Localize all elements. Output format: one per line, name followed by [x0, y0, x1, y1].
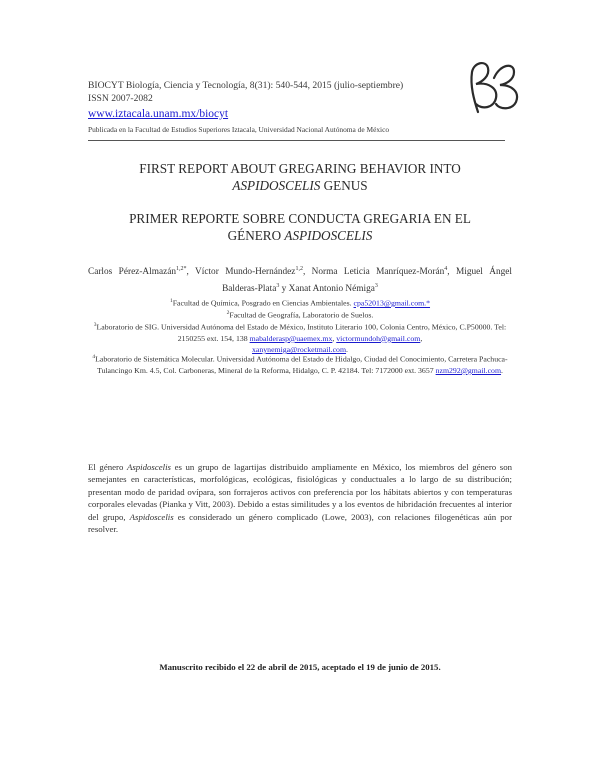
author-name: , Norma Leticia Manríquez-Morán — [302, 267, 445, 278]
manuscript-received-note: Manuscrito recibido el 22 de abril de 2015, aceptado el 19 de junio de 2015. — [159, 662, 441, 672]
title-spanish — [88, 210, 512, 244]
title-english-genus: ASPIDOSCELIS — [232, 178, 321, 193]
author-name: Carlos Pérez-Almazán — [88, 267, 176, 278]
author-affiliation-mark: 3 — [276, 282, 280, 289]
author-affiliation-mark: 1,2* — [175, 266, 187, 272]
abstract-text: El género — [88, 462, 127, 472]
author-affiliation-mark: 4 — [444, 266, 448, 272]
journal-url-link[interactable]: www.iztacala.unam.mx/biocyt — [88, 108, 229, 120]
abstract-paragraph — [88, 461, 512, 535]
title-english-line2 — [88, 177, 512, 194]
affiliation-text: Laboratorio de Sistemática Molecular. Universidad Autónoma del Estado de Hidalgo, Ciudad del Conocimiento, Carretera Pachuca- Tulancingo Km. 4.5, Col. Carboneras, Mineral de la Reforma, Hidalgo, C. P. 42184. Tel: 7172000 ext. 3657 — [95, 354, 508, 375]
affiliation-number: 1 — [169, 298, 173, 304]
header-divider — [88, 140, 505, 141]
abstract-text: es un grupo de lagartijas distribuido ampliamente en México, los miembros del género son semejantes en características, morfológicas, ecológicas, fisiológicas y conductuales a lo largo de su distribución; presentan modo de paridad ovípara, son forrajeros activos con preferencia por los hábitats abiertos y con temperaturas corporales elevadas (Pianka y Vitt, 2003). Debido a estas similitudes y a los eventos de hibridación frecuentes al interior del grupo, — [88, 462, 512, 522]
abstract-genus: Aspidoscelis — [129, 511, 174, 522]
affiliation-number: 4 — [92, 354, 96, 360]
biocyt-beta-logo-icon — [448, 58, 528, 114]
affiliation-end: . — [346, 345, 348, 354]
affiliation-3 — [88, 320, 512, 355]
affiliation-2 — [88, 308, 512, 321]
affiliation-number: 3 — [93, 322, 97, 328]
abstract-genus: Aspidoscelis — [126, 462, 171, 472]
title-english — [88, 160, 512, 194]
affiliation-end: . — [501, 365, 503, 375]
affiliation-email-link[interactable]: mabalderasp@uaemex.mx — [249, 333, 333, 343]
author-name: , Víctor Mundo-Hernández — [186, 267, 296, 278]
affiliation-separator: , — [332, 333, 337, 343]
title-spanish-line1: PRIMER REPORTE SOBRE CONDUCTA GREGARIA EN EL — [129, 211, 471, 226]
affiliation-text: Facultad de Química, Posgrado en Ciencias Ambientales. — [172, 298, 354, 308]
affiliation-1 — [88, 296, 512, 309]
author-name: , Miguel Ángel Balderas-Plata — [222, 267, 512, 294]
affiliation-4 — [88, 352, 512, 376]
affiliation-email-link[interactable]: victormundoh@gmail.com — [336, 333, 421, 343]
affiliation-email-link[interactable]: nzm292@gmail.com — [435, 365, 502, 375]
title-english-line1: FIRST REPORT ABOUT GREGARING BEHAVIOR INTO — [139, 161, 461, 176]
title-spanish-line2 — [88, 227, 512, 244]
author-affiliation-mark: 1,2 — [295, 266, 303, 272]
affiliation-number: 2 — [226, 310, 230, 316]
affiliation-text: Facultad de Geografía, Laboratorio de Suelos. — [229, 310, 374, 320]
journal-citation: BIOCYT Biología, Ciencia y Tecnología, 8(31): 540-544, 2015 (julio-septiembre) — [88, 80, 404, 91]
title-english-genus-word: GENUS — [320, 178, 368, 193]
author-name: y Xanat Antonio Némiga — [279, 283, 375, 294]
title-spanish-genus-word: GÉNERO — [227, 228, 285, 243]
affiliation-separator: , — [420, 333, 423, 343]
author-list — [88, 263, 512, 296]
affiliation-email-link[interactable]: cpa52013@gmail.com.* — [353, 298, 431, 308]
title-spanish-genus: ASPIDOSCELIS — [284, 228, 373, 243]
journal-issn: ISSN 2007-2082 — [88, 93, 153, 104]
abstract-text: es considerado un género complicado (Lowe, 2003), con relaciones filogenéticas aún por resolver. — [88, 511, 512, 535]
published-in-note: Publicada en la Facultad de Estudios Superiores Iztacala, Universidad Nacional Autónoma de México — [88, 125, 390, 134]
affiliation-text: Laboratorio de SIG. Universidad Autónoma del Estado de México, Instituto Literario 100, Colonia Centro, México, C.P50000. Tel: 2150255 ext. 154, 138 — [96, 322, 507, 343]
author-affiliation-mark: 3 — [374, 282, 378, 289]
affiliation-email-link[interactable]: xanynemiga@rocketmail.com — [252, 345, 347, 354]
